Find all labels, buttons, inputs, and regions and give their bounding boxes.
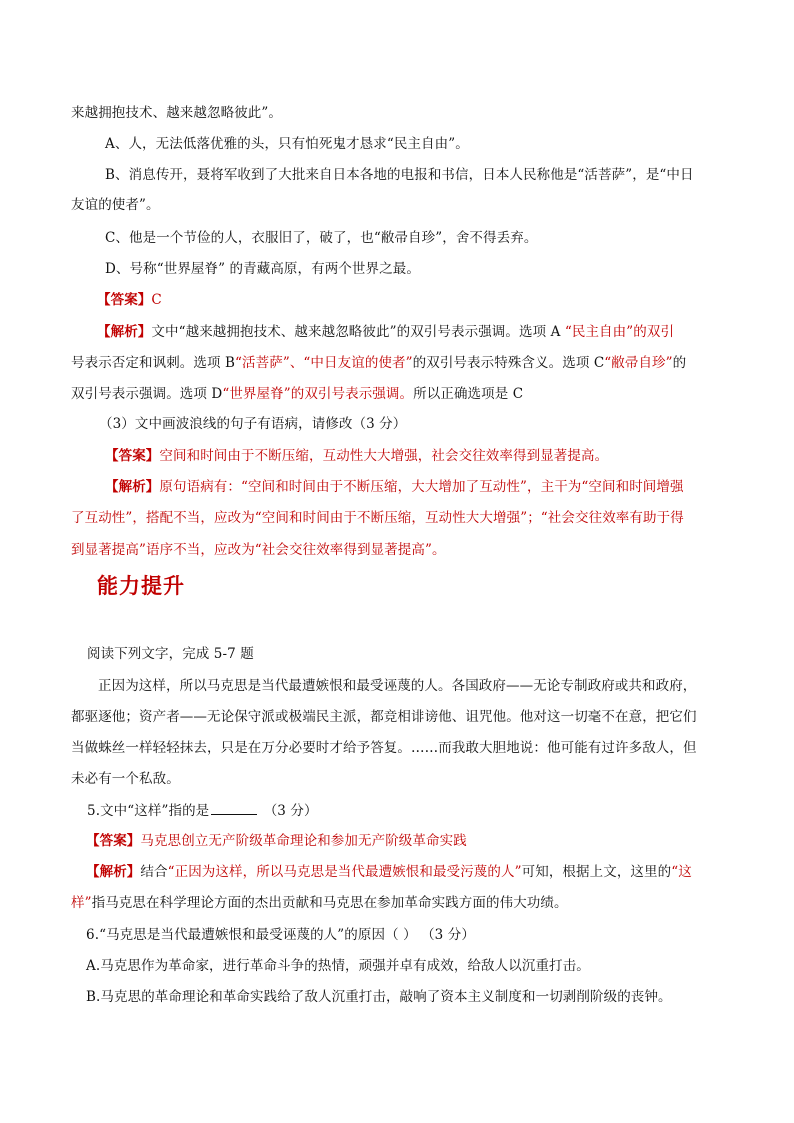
text-span: 双引号表示强调。选项 D <box>71 386 223 402</box>
text-span: 正因为这样，所以马克思是当代最遭嫉恨和最受诬蔑的人。各国政府——无论专制政府或共和政府， <box>98 678 697 694</box>
text-span: A、人，无法低落优雅的头，只有怕死鬼才恳求“民主自由”。 <box>105 136 469 152</box>
text-span: 的双引号表示特殊含义。选项 C <box>412 355 605 371</box>
text-span: 可知，根据上文，这里的 <box>521 864 672 880</box>
text-line <box>0 103 794 123</box>
text-span: 号表示否定和讽刺。选项 B <box>71 355 236 371</box>
analysis-text: 原句语病有：“空间和时间由于不断压缩，大大增加了互动性”，主干为“空间和时间增强 <box>159 479 684 495</box>
option-a-line <box>0 134 794 154</box>
answer-text: 马克思创立无产阶级革命理论和参加无产阶级革命实践 <box>140 833 467 849</box>
quote-span: “民主自由”的双引 <box>564 324 675 340</box>
quote-span: 样” <box>71 895 92 911</box>
q6-option-b <box>0 987 794 1007</box>
quote-span: “敝帚自珍” <box>604 355 673 371</box>
answer-text: 空间和时间由于不断压缩，互动性大大增强，社会交往效率得到显著提高。 <box>159 448 609 464</box>
quote-span: “世界屋脊”的双引号表示强调。 <box>222 386 414 402</box>
quote-span: “活菩萨”、“中日友谊的使者” <box>235 355 413 371</box>
q5-analysis-line-2 <box>0 893 794 913</box>
question-text: （3）文中画波浪线的句子有语病，请修改（3 分） <box>99 416 407 432</box>
option-d-line <box>0 259 794 279</box>
option-c-line <box>0 228 794 248</box>
text-span: 所以正确选项是 C <box>413 386 524 402</box>
answer-tag: 【答案】 <box>97 292 152 308</box>
text-span: 的 <box>672 355 687 371</box>
text-span: D、号称“世界屋脊” 的青藏高原，有两个世界之最。 <box>105 261 420 277</box>
text-span: 文中“越来越拥抱技术、越来越忽略彼此”的双引号表示强调。选项 A <box>151 324 565 340</box>
question-text: （3 分） <box>259 803 318 819</box>
analysis-text: 了互动性”，搭配不当，应改为“空间和时间由于不断压缩，互动性大大增强”；“社会交往效率有助于得 <box>71 510 684 526</box>
text-span: B.马克思的革命理论和革命实践给了敌人沉重打击，敲响了资本主义制度和一切剥削阶级的丧钟。 <box>86 989 672 1005</box>
q2-answer-line <box>0 290 794 310</box>
q5-analysis-line <box>0 862 794 882</box>
question-text: 5.文中“这样”指的是 <box>87 803 210 819</box>
text-span: 指马克思在科学理论方面的杰出贡献和马克思在参加革命实践方面的伟大功绩。 <box>91 895 568 911</box>
text-span: 友谊的使者”。 <box>71 197 160 213</box>
analysis-tag: 【解析】 <box>97 324 152 340</box>
text-span: 阅读下列文字，完成 5-7 题 <box>87 646 254 662</box>
text-span: 来越拥抱技术、越来越忽略彼此”。 <box>71 105 283 121</box>
text-span: 当做蛛丝一样轻轻抹去，只是在万分必要时才给予答复。……而我敢大胆地说：他可能有过许多敌人，但 <box>71 740 697 756</box>
q5-question-line <box>0 800 794 821</box>
reading-paragraph-line <box>0 707 794 727</box>
text-span: 结合 <box>140 864 168 880</box>
q6-question-line <box>0 925 794 945</box>
quote-span: “这 <box>671 864 692 880</box>
q2-analysis-line-3 <box>0 384 794 404</box>
reading-paragraph-line <box>0 676 794 696</box>
option-b-line-continued <box>0 195 794 215</box>
quote-span: “正因为这样，所以马克思是当代最遭嫉恨和最受污蔑的人” <box>167 864 522 880</box>
question-text: 6.“马克思是当代最遭嫉恨和最受诬蔑的人”的原因（ ） （3 分） <box>86 927 475 943</box>
q3-answer-line <box>0 446 794 466</box>
text-span: A.马克思作为革命家，进行革命斗争的热情，顽强并卓有成效，给敌人以沉重打击。 <box>86 958 590 974</box>
reading-intro <box>0 644 794 664</box>
reading-paragraph-line <box>0 769 794 789</box>
q6-option-a <box>0 956 794 976</box>
text-span: 都驱逐他；资产者——无论保守派或极端民主派，都竞相诽谤他、诅咒他。他对这一切毫不在意，把它们 <box>71 709 697 725</box>
text-span: 未必有一个私敌。 <box>71 771 180 787</box>
option-b-line <box>0 165 794 185</box>
analysis-text: 到显著提高”语序不当，应改为“社会交往效率得到显著提高”。 <box>71 542 446 558</box>
q2-analysis-line <box>0 322 794 342</box>
q3-analysis-line-3 <box>0 540 794 560</box>
answer-tag: 【答案】 <box>86 833 141 849</box>
analysis-tag: 【解析】 <box>86 864 141 880</box>
text-span: B、消息传开，聂将军收到了大批来自日本各地的电报和书信，日本人民称他是“活菩萨”，是“中日 <box>105 167 694 183</box>
q5-answer-line <box>0 831 794 851</box>
answer-blank[interactable] <box>211 800 257 815</box>
q3-analysis-line-2 <box>0 508 794 528</box>
q3-question-line <box>0 414 794 434</box>
answer-text: C <box>151 292 162 308</box>
q3-analysis-line <box>0 477 794 497</box>
section-title: 能力提升 <box>97 574 185 598</box>
text-span: C、他是一个节俭的人，衣服旧了，破了，也“敝帚自珍”，舍不得丢弃。 <box>105 230 538 246</box>
q2-analysis-line-2 <box>0 353 794 373</box>
answer-tag: 【答案】 <box>105 448 160 464</box>
reading-paragraph-line <box>0 738 794 758</box>
analysis-tag: 【解析】 <box>105 479 160 495</box>
